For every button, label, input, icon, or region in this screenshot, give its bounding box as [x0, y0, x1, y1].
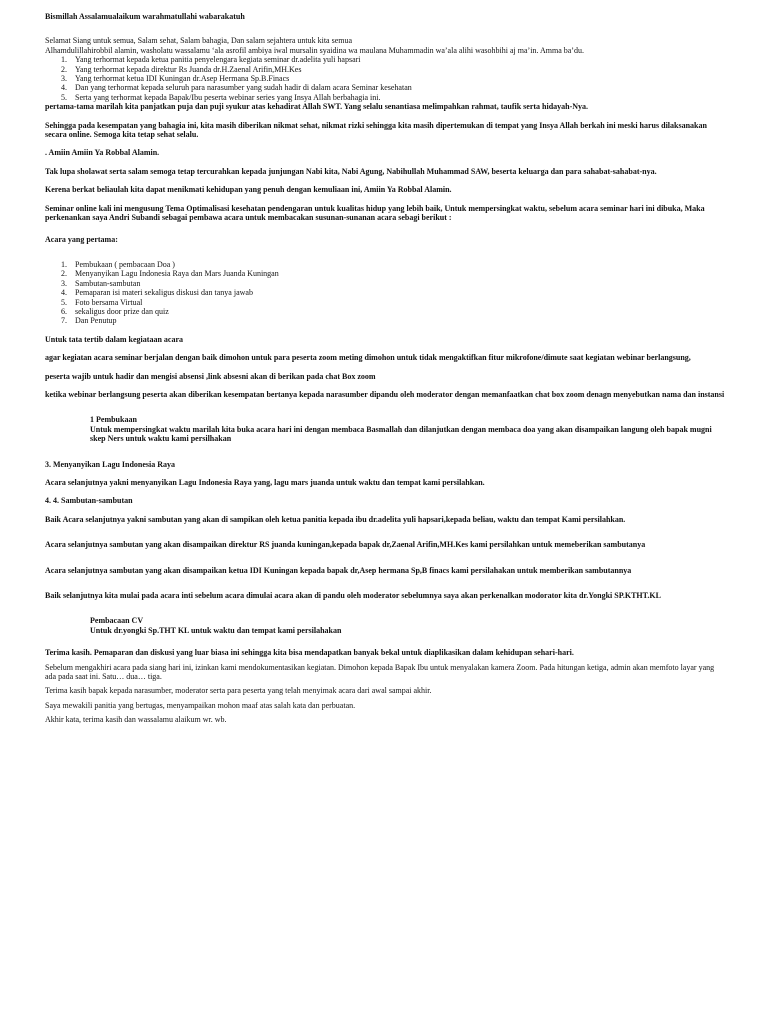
list-item: 2. Menyanyikan Lagu Indonesia Raya dan Mars Juanda Kuningan: [61, 269, 279, 279]
lagu-text: Acara selanjutnya yakni menyanyikan Lagu Indonesia Raya yang, lagu mars juanda untuk waktu dan tempat kami persilahkan.: [45, 478, 485, 487]
terima-narasumber-paragraph: Terima kasih bapak kepada narasumber, moderator serta para peserta yang telah menyimak acara dari awal sampai akhir.: [45, 686, 432, 696]
karena-paragraph: Kerena berkat beliaulah kita dapat menikmati kehidupan yang penuh dengan kemuliaan ini, Amiin Ya Robbal Alamin.: [45, 185, 452, 195]
list-item: 3. Yang terhormat ketua IDI Kuningan dr.Asep Hermana Sp.B.Finacs: [61, 74, 290, 84]
agenda-list: [45, 260, 725, 326]
document-page: [45, 12, 725, 725]
list-item: 4. Pemaparan isi materi sekaligus diskusi dan tanya jawab: [61, 288, 253, 298]
list-item: 7. Dan Penutup: [61, 316, 117, 326]
pembukaan-title: 1 Pembukaan: [90, 415, 137, 425]
terima-kasih-paragraph: Terima kasih. Pemaparan dan diskusi yang luar biasa ini sehingga kita bisa mendapatkan banyak bekal untuk diaplikasikan dalam kehidupan sehari-hari.: [45, 648, 574, 658]
absensi-paragraph: peserta wajib untuk hadir dan mengisi absensi ,link absesni akan di berikan pada chat Box zoom: [45, 371, 376, 381]
sambutan-ketua-idi: Acara selanjutnya sambutan yang akan disampaikan ketua IDI Kuningan kepada bapak dr,Asep hermana Sp,B finacs kami persilahakan untuk memberikan sambutannya: [45, 565, 632, 575]
opening-salutation: Bismillah Assalamualaikum warahmatullahi wabarakatuh: [45, 12, 245, 21]
cv-section: [90, 616, 725, 635]
pembukaan-text: Untuk mempersingkat waktu marilah kita buka acara hari ini dengan membaca Basmallah dan dilanjutkan dengan membaca doa yang akan disampaikan langung oleh bapak mugni skep Ners untuk waktu kami persilhakan: [90, 424, 712, 444]
pembukaan-section: [90, 415, 725, 443]
list-item: 5. Serta yang terhormat kepada Bapak/Ibu peserta webinar series yang Insya Allah berbahagia ini.: [61, 92, 381, 102]
sholawat-paragraph: Tak lupa sholawat serta salam semoga tetap tercurahkan kepada junjungan Nabi kita, Nabi Agung, Nabihullah Muhammad SAW, beserta keluarga dan para sahabat-sahabat-nya.: [45, 166, 657, 176]
sambutan-title: 4. 4. Sambutan-sambutan: [45, 496, 133, 506]
tata-tertib-heading: Untuk tata tertib dalam kegiataan acara: [45, 334, 183, 344]
list-item: 6. sekaligus door prize dan quiz: [61, 306, 169, 316]
cv-text: Untuk dr.yongki Sp.THT KL untuk waktu dan tempat kami persilahakan: [90, 625, 342, 635]
respected-guests-list: [45, 55, 725, 102]
list-item: 4. Dan yang terhormat kepada seluruh para narasumber yang sudah hadir di dalam acara Seminar kesehatan: [61, 83, 412, 93]
health-paragraph: Sehingga pada kesempatan yang bahagia ini, kita masih diberikan nikmat sehat, nikmat rizki sehingga kita masih dipertemukan di tempat yang Insya Allah berkah ini meski harus dilaksanakan secara online. Semoga kita tetap sehat selalu.: [45, 120, 707, 140]
seminar-paragraph: Seminar online kali ini mengusung Tema Optimalisasi kesehatan pendengaran untuk kualitas hidup yang lebih baik, Untuk mempersingkat waktu, sebelum acara seminar hari ini dibuka, Maka perkenankan saya Andri Subandi sebagai pembawa acara untuk membacakan susunan-sunanan acara sebagi berikut :: [45, 203, 705, 223]
list-item: 3. Sambutan-sambutan: [61, 278, 141, 288]
greeting: Selamat Siang untuk semua, Salam sehat, Salam bahagia, Dan salam sejahtera untuk kita semua: [45, 36, 353, 46]
cv-title: Pembacaan CV: [90, 616, 144, 626]
list-item: 5. Foto bersama Virtual: [61, 297, 143, 307]
lagu-title: 3. Menyanyikan Lagu Indonesia Raya: [45, 459, 176, 469]
bertanya-paragraph: ketika webinar berlangsung peserta akan diberikan kesempatan bertanya kepada narasumber dipandu oleh moderator dengan memanfaatkan chat box zoom denagn menyebutkan nama dan instansi: [45, 389, 725, 399]
alhamdulillah: Alhamdulillahirobbil alamin, washolatu wassalamu ‘ala asrofil ambiya iwal mursalin syaidina wa maulana Muhammadin wa’ala alihi wasohbihi aj ma’in. Amma ba’du.: [45, 45, 584, 55]
penutup-paragraph: Akhir kata, terima kasih dan wassalamu alaikum wr. wb.: [45, 715, 227, 725]
moderator-paragraph: Baik selanjutnya kita mulai pada acara inti sebelum acara dimulai acara akan di pandu oleh moderator sebelumnya saya akan perkenalkan modorator kita dr.Yongki SP.KTHT.KL: [45, 591, 661, 601]
list-item: 1. Yang terhormat kepada ketua panitia penyelengara kegiata seminar dr.adelita yuli hapsari: [61, 55, 361, 65]
list-item: 2. Yang terhormat kepada direktur Rs Juanda dr.H.Zaenal Arifin,MH.Kes: [61, 64, 302, 74]
gratitude-paragraph: pertama-tama marilah kita panjatkan puja dan puji syukur atas kehadirat Allah SWT. Yang selalu senantiasa melimpahkan rahmat, taufik serta hidayah-Nya.: [45, 102, 589, 112]
mikrofon-paragraph: agar kegiatan acara seminar berjalan dengan baik dimohon untuk para peserta zoom meting dimohon untuk tidak mengaktifkan fitur mikrofone/dimute saat kegiatan webinar berlangsung,: [45, 353, 691, 363]
dokumentasi-paragraph: Sebelum mengakhiri acara pada siang hari ini, izinkan kami mendokumentasikan kegiatan. Dimohon kepada Bapak Ibu untuk menyalakan kamera Zoom. Pada hitungan ketiga, admin akan memfoto layar yang ada pada saat ini. Satu… dua… tiga.: [45, 662, 715, 682]
acara-pertama-heading: Acara yang pertama:: [45, 234, 118, 244]
sambutan-direktur: Acara selanjutnya sambutan yang akan disampaikan direktur RS juanda kuningan,kepada bapak dr,Zaenal Arifin,MH.Kes kami persilahkan untuk memeberikan sambutanya: [45, 540, 646, 550]
amin-line: . Amiin Amiin Ya Robbal Alamin.: [45, 148, 160, 158]
maaf-paragraph: Saya mewakili panitia yang bertugas, menyampaikan mohon maaf atas salah kata dan perbuatan.: [45, 700, 356, 710]
list-item: 1. Pembukaan ( pembacaan Doa ): [61, 259, 175, 269]
sambutan-ketua-panitia: Baik Acara selanjutnya yakni sambutan yang akan di sampikan oleh ketua panitia kepada ibu dr.adelita yuli hapsari,kepada beliau, waktu dan tempat Kami persilahkan.: [45, 514, 626, 524]
